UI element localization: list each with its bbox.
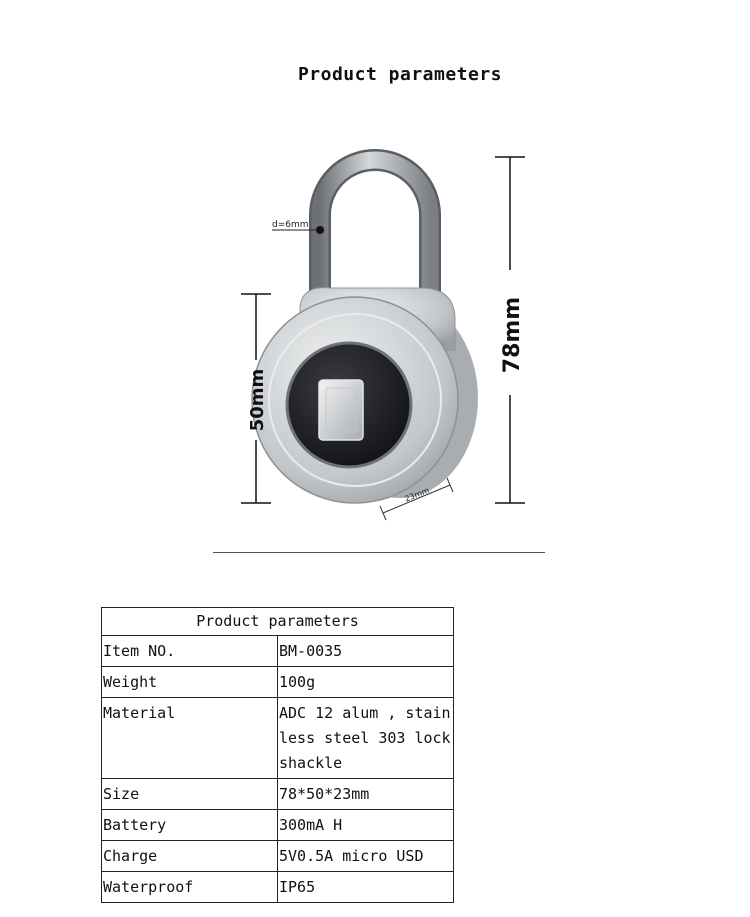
row-value-item-no: BM-0035 xyxy=(278,636,454,667)
row-value-weight: 100g xyxy=(278,667,454,698)
table-row xyxy=(102,779,454,810)
table-row xyxy=(102,841,454,872)
body-height-label: 50mm xyxy=(247,368,268,432)
table-row xyxy=(102,667,454,698)
page-title: Product parameters xyxy=(297,64,503,85)
row-value-battery: 300mA H xyxy=(278,810,454,841)
row-value-material: ADC 12 alum , stainless steel 303 lock shackle xyxy=(278,698,454,779)
row-key-waterproof: Waterproof xyxy=(102,872,278,903)
total-height-label: 78mm xyxy=(500,296,525,374)
table-caption-row xyxy=(102,608,454,636)
divider-line xyxy=(213,552,545,553)
row-value-charge: 5V0.5A micro USD xyxy=(278,841,454,872)
row-key-material: Material xyxy=(102,698,278,779)
table-row xyxy=(102,872,454,903)
lock-shackle xyxy=(320,160,430,300)
table-row xyxy=(102,698,454,779)
body-height-dimension xyxy=(241,294,271,503)
table-row xyxy=(102,636,454,667)
table-caption: Product parameters xyxy=(102,608,454,636)
row-key-weight: Weight xyxy=(102,667,278,698)
parameters-table xyxy=(101,607,454,903)
row-key-charge: Charge xyxy=(102,841,278,872)
row-value-waterproof: IP65 xyxy=(278,872,454,903)
thickness-label: 23mm xyxy=(403,485,431,504)
shackle-diameter-label: d=6mm xyxy=(272,220,309,230)
table-row xyxy=(102,810,454,841)
total-height-dimension xyxy=(495,157,525,503)
row-value-size: 78*50*23mm xyxy=(278,779,454,810)
row-key-item-no: Item NO. xyxy=(102,636,278,667)
row-key-size: Size xyxy=(102,779,278,810)
row-key-battery: Battery xyxy=(102,810,278,841)
